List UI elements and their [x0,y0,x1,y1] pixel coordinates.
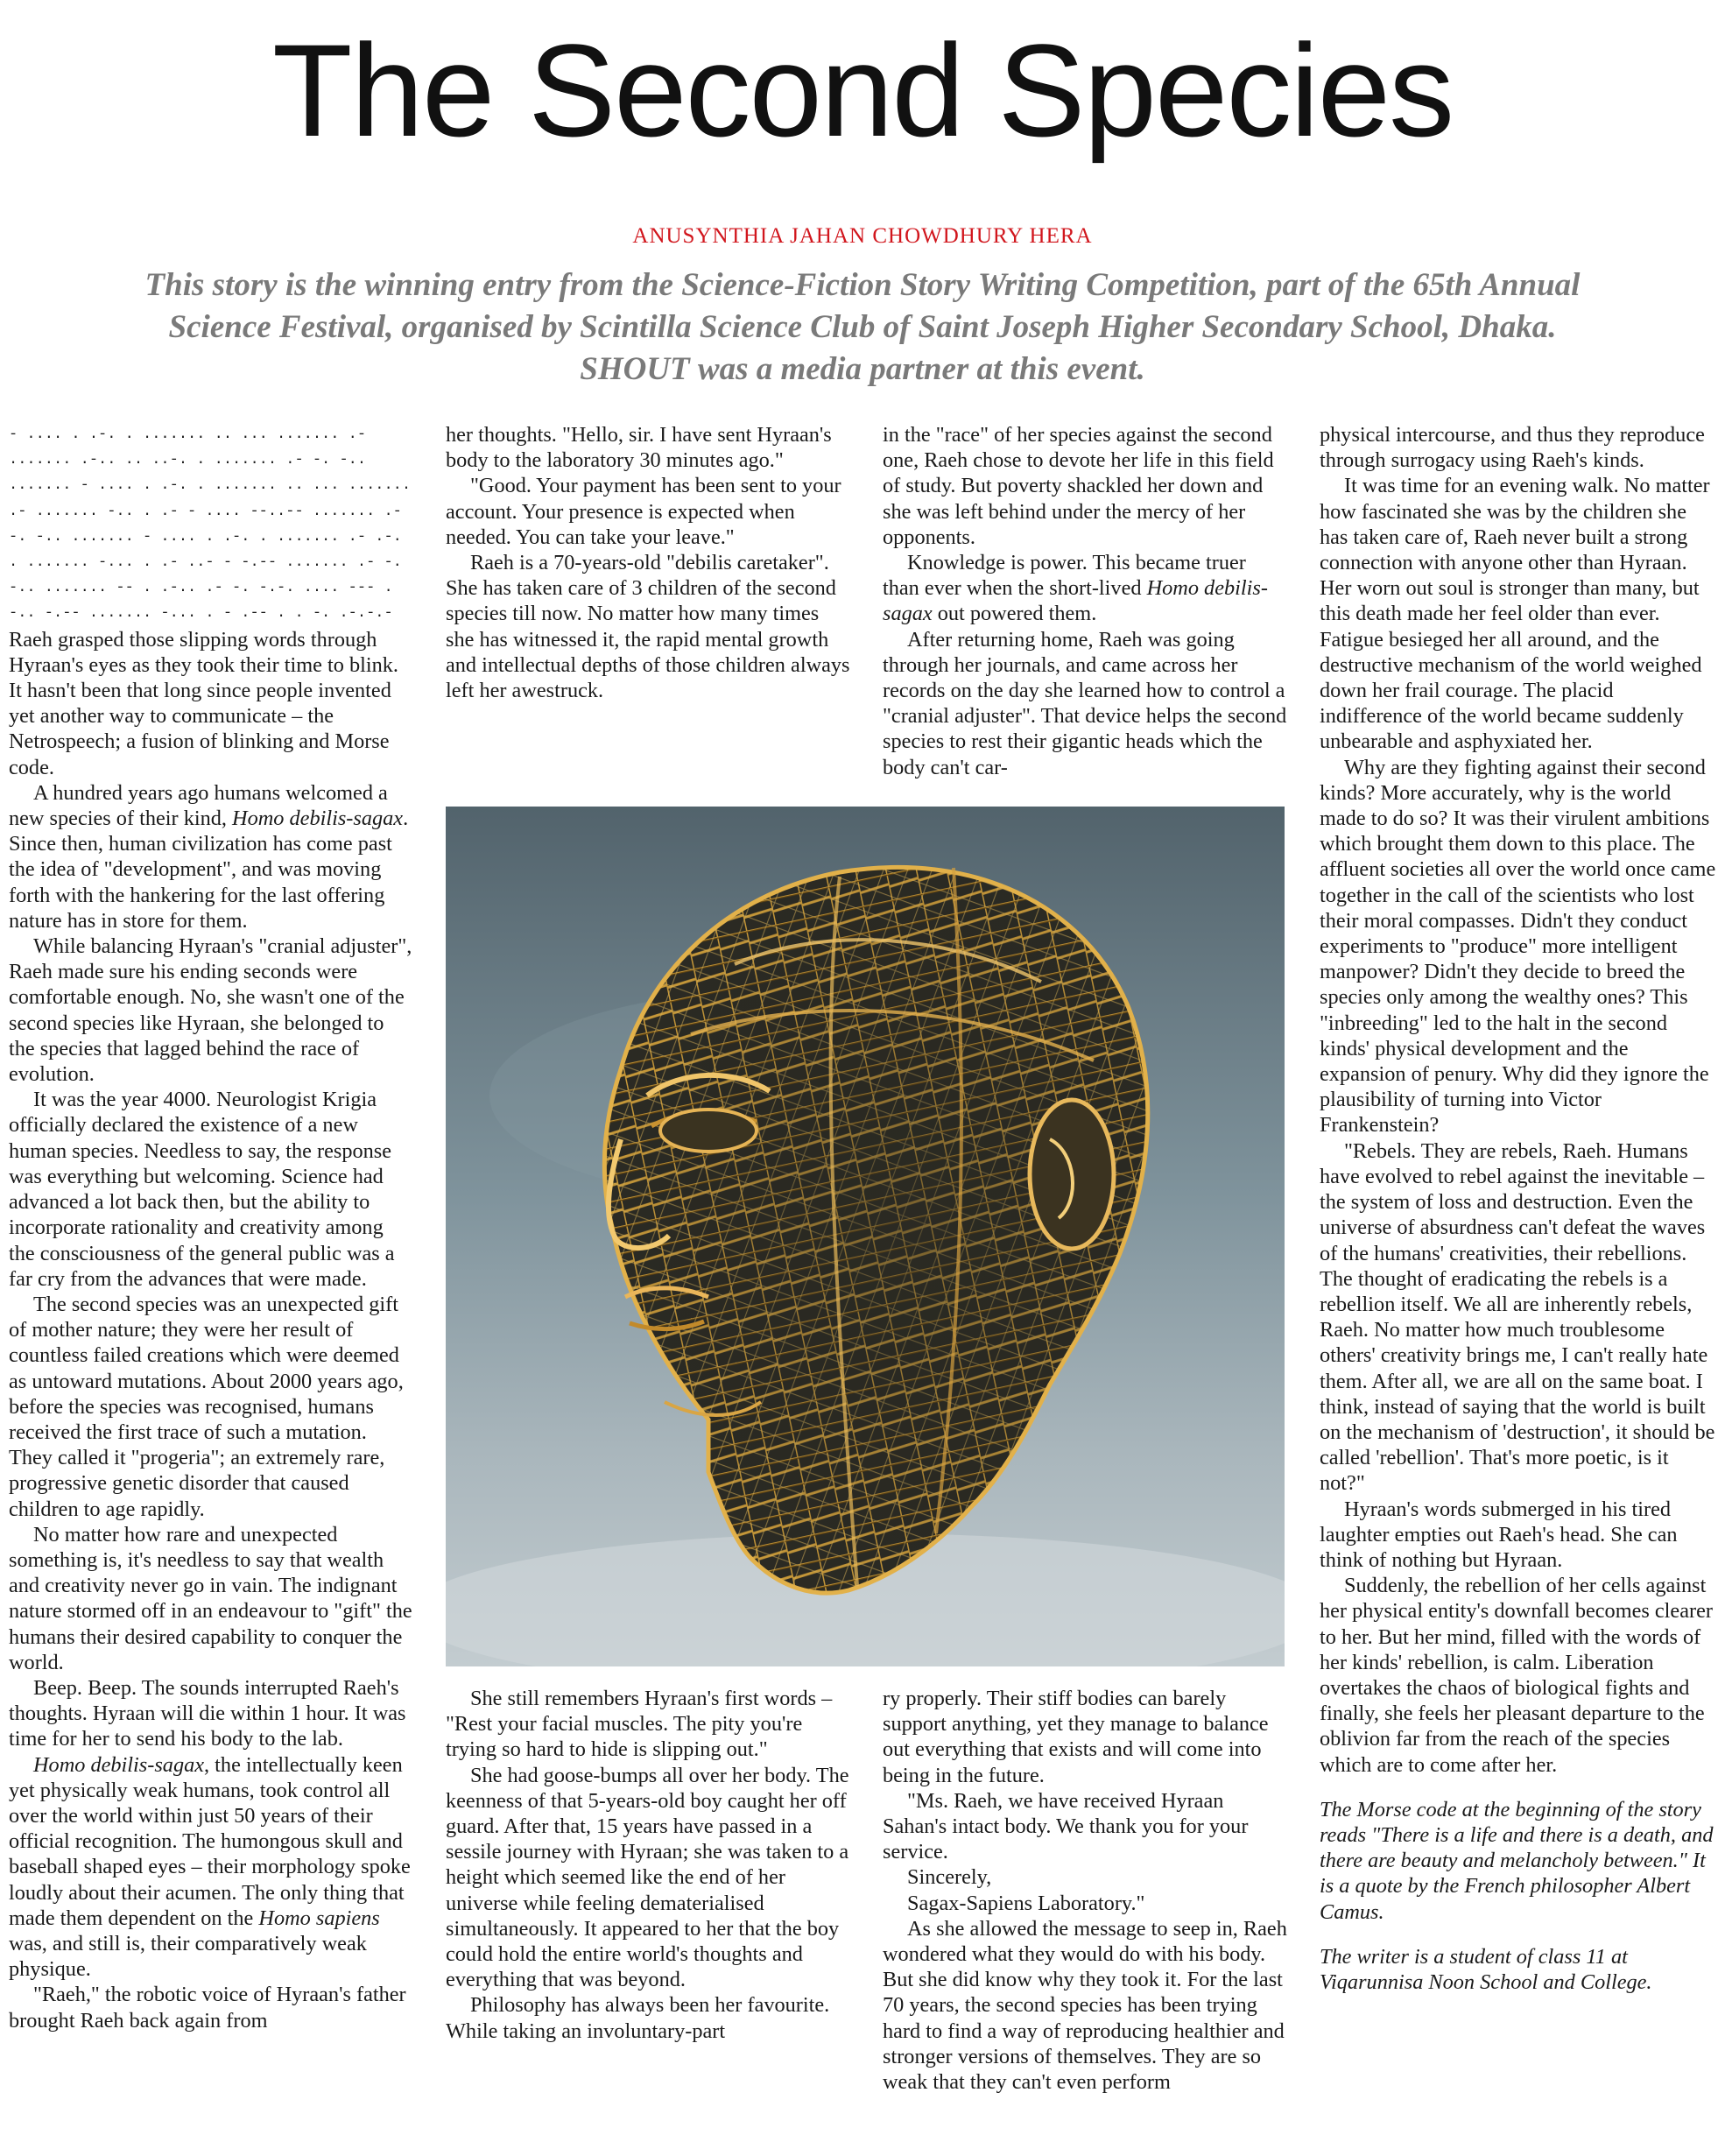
paragraph: After returning home, Raeh was going through her journals, and came across her records on the day she learned how to control a "cranial adjuster". That device helps the second species to rest their gigantic heads which the body can't car- [883,627,1287,779]
paragraph: Raeh grasped those slipping words through Hyraan's eyes as they took their time to blink. It hasn't been that long since people invented yet another way to communicate – the Netrospeech; a fusion of blinking and Morse code. [9,627,398,779]
paragraph: While balancing Hyraan's "cranial adjuster", Raeh made sure his ending seconds were comfortable enough. No, she wasn't one of the second species like Hyraan, she belonged to the species that lagged behind the race of evolution. [9,934,412,1087]
paragraph: Raeh is a 70-years-old "debilis caretaker". She has taken care of 3 children of the second species till now. No matter how many times she has witnessed it, the rapid mental growth and intellectual depths of those children always left her awestruck. [446,551,850,703]
column-3-bottom [883,1686,1287,2152]
article-intro: This story is the winning entry from the Science-Fiction Story Writing Competition, part of the 65th Annual Science Festival, organised by Scintilla Science Club of Saint Joseph Higher Secondary School, Dhaka. SHOUT was a media partner at this event. [144,267,1581,387]
paragraph: The second species was an unexpected gift of mother nature; they were her result of countless failed creations which were deemed as untoward mutations. About 2000 years ago, before the species was recognised, humans received the first trace of such a mutation. They called it "progeria"; an extremely rare, progressive genetic disorder that caused children to age rapidly. [9,1292,404,1521]
paragraph: Hyraan's words submerged in his tired laughter empties out Raeh's head. She can think of nothing but Hyraan. [1320,1497,1678,1572]
paragraph: Suddenly, the rebellion of her cells against her physical entity's downfall becomes clearer to her. But her mind, filled with the words of her kinds' rebellion, is calm. Liberation overtakes the chaos of biological fights and finally, she feels her pleasant departure to the oblivion far from the reach of the species which are to come after her. [1320,1574,1713,1777]
morse-translation-note: The Morse code at the beginning of the story reads "There is a life and there is a death, and there are beauty and melancholy between." It is a quote by the French philosopher Albert Camus. [1320,1797,1714,1924]
paragraph: She had goose-bumps all over her body. The keenness of that 5-years-old boy caught her off guard. After that, 15 years have passed in a sessile journey with Hyraan; she was taken to a height which seemed like the end of her universe while feeling dematerialised simultaneously. It appeared to her that the boy could hold the entire world's thoughts and everything that was beyond. [446,1763,849,1992]
wireframe-head-illustration [446,807,1285,1666]
paragraph: her thoughts. "Hello, sir. I have sent Hyraan's body to the laboratory 30 minutes ago." [446,423,832,473]
writer-note: The writer is a student of class 11 at Viqarunnisa Noon School and College. [1320,1944,1652,1994]
article-title: The Second Species [271,17,1454,164]
paragraph: "Good. Your payment has been sent to your account. Your presence is expected when needed. You can take your leave." [446,474,841,549]
paragraph: No matter how rare and unexpected something is, it's needless to say that wealth and creativity never go in vain. The indignant nature stormed off in an endeavour to "gift" the humans their desired capability to conquer the world. [9,1522,412,1674]
paragraph: Sagax-Sapiens Laboratory." [907,1891,1145,1915]
column-2-bottom [446,1686,850,2152]
morse-code-line: - .... . .-. . ....... .. ... ....... .- ....... .-.. .. ..-. . ....... .- -. -.. ....... - .... . .-. . ....... .. ... ....... .- ....... -.. . .- - .... --..-- ....... .- -. -.. ....... - .... . .-. . ....... .- .-. . ....... -... . .- ..- - -.-- ....... .- -. -.. ....... -- . .-.. .- -. -.-. .... --- .-.. -.-- ....... -... . - .-- . . -. .-.-.- [9,426,412,623]
column-2-top [446,422,850,790]
paragraph: Sincerely, [907,1865,992,1890]
paragraph: "Rebels. They are rebels, Raeh. Humans have evolved to rebel against the inevitable – the system of loss and destruction. Even the universe of absurdness can't defeat the waves of the humans' creativities, their rebellions. The thought of eradicating the rebels is a rebellion itself. We all are inherently rebels, Raeh. No matter how much troublesome others' creativity brings me, I can't really hate them. After all, we are all on the same boat. I think, instead of saying that the world is built on the mechanism of 'destruction', it should be called 'rebellion'. That's more poetic, is it not?" [1320,1138,1715,1496]
paragraph: Why are they fighting against their second kinds? More accurately, why is the world made to do so? It was their virulent ambitions which brought them down to this place. The affluent societies all over the world once came together in the call of the scientists who lost their moral compasses. Didn't they conduct experiments to "produce" more intelligent manpower? Didn't they decide to breed the species only among the wealthy ones? This "inbreeding" led to the halt in the second kinds' physical development and the expansion of penury. Why did they ignore the plausibility of turning into Victor Frankenstein? [1320,755,1716,1138]
paragraph: in the "race" of her species against the second one, Raeh chose to devote her life in this field of study. But poverty shackled her down and she was left behind under the mercy of her opponents. [883,423,1274,549]
paragraph: Knowledge is power. This became truer than ever when the short-lived Homo debilis-sagax out powered them. [883,551,1268,626]
column-3-top [883,422,1287,790]
paragraph: "Ms. Raeh, we have received Hyraan Sahan's intact body. We thank you for your service. [883,1788,1249,1864]
paragraph: It was time for an evening walk. No matter how fascinated she was by the children she has taken care of, Raeh never built a strong connection with anyone other than Hyraan. Her worn out soul is stronger than many, but this death made her feel older than ever. Fatigue besieged her all around, and the destructive mechanism of the world weighed down her frail courage. The placid indifference of the world became suddenly unbearable and asphyxiated her. [1320,474,1710,754]
paragraph: As she allowed the message to seep in, Raeh wondered what they would do with his body. But she did know why they took it. For the last 70 years, the second species has been trying hard to find a way of reproducing healthier and stronger versions of themselves. They are so weak that they can't even perform [883,1916,1287,2095]
paragraph: physical intercourse, and thus they reproduce through surrogacy using Raeh's kinds. [1320,423,1705,473]
paragraph: Philosophy has always been her favourite. While taking an involuntary-part [446,1993,830,2043]
paragraph: Homo debilis-sagax, the intellectually keen yet physically weak humans, took control all over the world within just 50 years of their official recognition. The humongous skull and baseball shaped eyes – their morphology spoke loudly about their acumen. The only thing that made them dependent on the Homo sapiens was, and still is, their comparatively weak physique. [9,1752,411,1982]
column-4 [1320,422,1718,2152]
paragraph: "Raeh," the robotic voice of Hyraan's father brought Raeh back again from [9,1983,406,2033]
paragraph: Beep. Beep. The sounds interrupted Raeh's thoughts. Hyraan will die within 1 hour. It was time for her to send his body to the lab. [9,1675,406,1751]
author-byline: ANUSYNTHIA JAHAN CHOWDHURY HERA [632,224,1093,248]
paragraph: A hundred years ago humans welcomed a new species of their kind, Homo debilis-sagax. Since then, human civilization has come past the idea of "development", and was moving forth with the hankering for the last offering nature has in store for them. [9,780,409,933]
paragraph: She still remembers Hyraan's first words – "Rest your facial muscles. The pity you're trying so hard to hide is slipping out." [446,1687,833,1762]
wireframe-head-icon [446,807,1285,1666]
column-1 [9,422,413,2152]
paragraph: ry properly. Their stiff bodies can barely support anything, yet they manage to balance out everything that exists and will come into being in the future. [883,1687,1269,1787]
paragraph: It was the year 4000. Neurologist Krigia officially declared the existence of a new human species. Needless to say, the response was everything but welcoming. Science had advanced a lot back then, but the ability to incorporate rationality and creativity among the consciousness of the general public was a far cry from the advances that were made. [9,1088,395,1291]
